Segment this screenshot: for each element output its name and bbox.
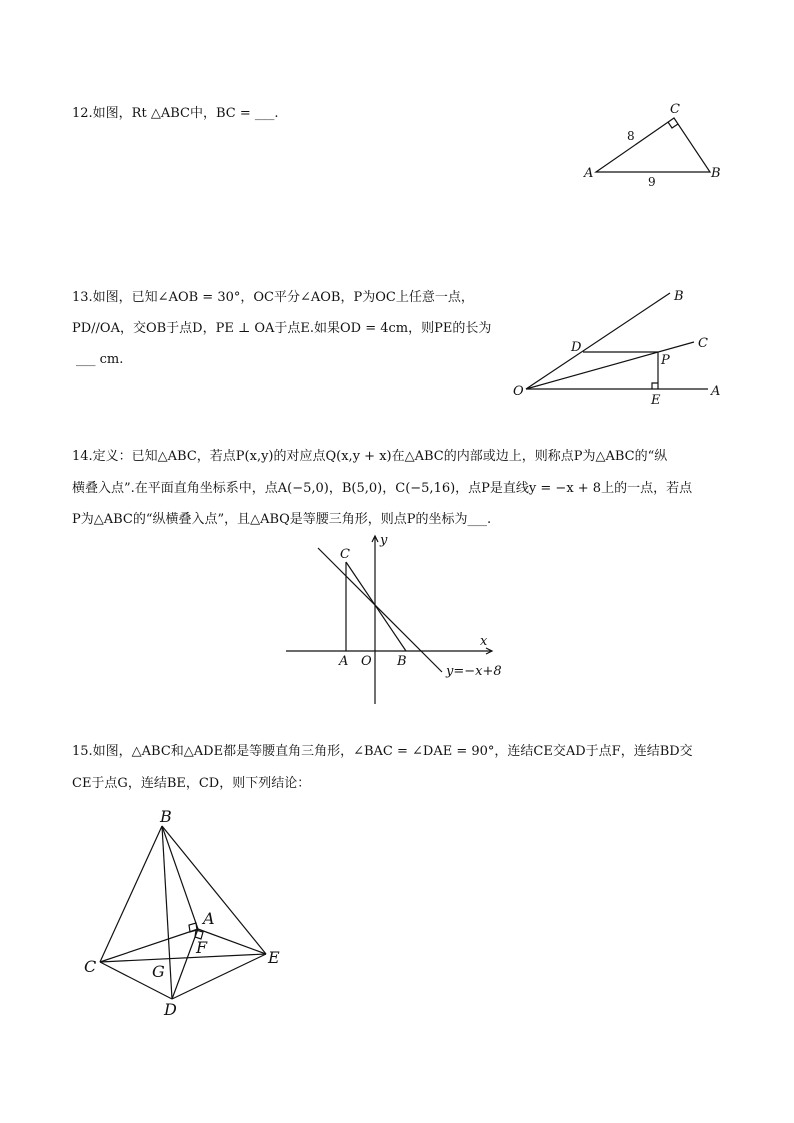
question-13-line-1: 13.如图，已知∠AOB = 30°，OC平分∠AOB，P为OC上任意一点，	[72, 290, 474, 305]
fig15-label-C: C	[84, 957, 97, 976]
fig13-label-E: E	[651, 393, 661, 408]
question-13-line-3: ___ cm.	[76, 352, 124, 367]
fig12-label-B: B	[711, 166, 721, 181]
fig12-side-AB: 9	[648, 175, 656, 189]
fig15-label-D: D	[164, 1000, 177, 1019]
fig14-label-y: y	[380, 533, 388, 548]
figure-15-isosceles-right-triangles	[80, 806, 320, 1021]
fig13-label-C: C	[698, 336, 708, 351]
fig13-label-O: O	[513, 384, 524, 399]
fig14-line-label: y=−x+8	[446, 664, 502, 679]
fig15-label-F: F	[196, 938, 208, 957]
question-14-line-1: 14.定义：已知△ABC，若点P(x,y)的对应点Q(x,y + x)在△ABC的内部或边上，则称点P为△ABC的“纵	[72, 449, 668, 464]
fig12-side-AC: 8	[627, 129, 635, 143]
fig14-label-x: x	[480, 634, 488, 649]
fig15-label-E: E	[268, 948, 280, 967]
fig15-label-A: A	[203, 909, 215, 928]
fig15-label-B: B	[160, 807, 172, 826]
fig13-label-D: D	[571, 340, 582, 355]
fig14-label-O: O	[361, 654, 372, 669]
fig14-label-C: C	[340, 547, 350, 562]
question-14-line-3: P为△ABC的“纵横叠入点”，且△ABQ是等腰三角形，则点P的坐标为___.	[72, 512, 492, 527]
fig13-label-B: B	[674, 289, 684, 304]
question-15-line-2: CE于点G，连结BE，CD，则下列结论：	[72, 776, 311, 791]
figure-13-angle-bisector	[510, 285, 740, 410]
fig12-label-A: A	[584, 166, 594, 181]
figure-14-coordinate-plane	[282, 532, 522, 707]
question-12-text: 12.如图，Rt △ABC中，BC = ___.	[72, 106, 279, 121]
question-13-line-2: PD//OA，交OB于点D，PE ⊥ OA于点E.如果OD = 4cm，则PE的长为	[72, 321, 492, 336]
figure-12-right-triangle	[578, 100, 738, 190]
fig13-label-A: A	[711, 384, 721, 399]
fig15-label-G: G	[152, 962, 165, 981]
fig12-label-C: C	[670, 102, 680, 117]
fig13-label-P: P	[661, 353, 670, 368]
fig14-label-A: A	[339, 654, 349, 669]
question-14-line-2: 横叠入点”.在平面直角坐标系中，点A(−5,0)，B(5,0)，C(−5,16)，点P是直线y = −x + 8上的一点，若点	[72, 481, 693, 496]
question-15-line-1: 15.如图，△ABC和△ADE都是等腰直角三角形，∠BAC = ∠DAE = 90°，连结CE交AD于点F，连结BD交	[72, 744, 693, 759]
fig14-label-B: B	[397, 654, 407, 669]
